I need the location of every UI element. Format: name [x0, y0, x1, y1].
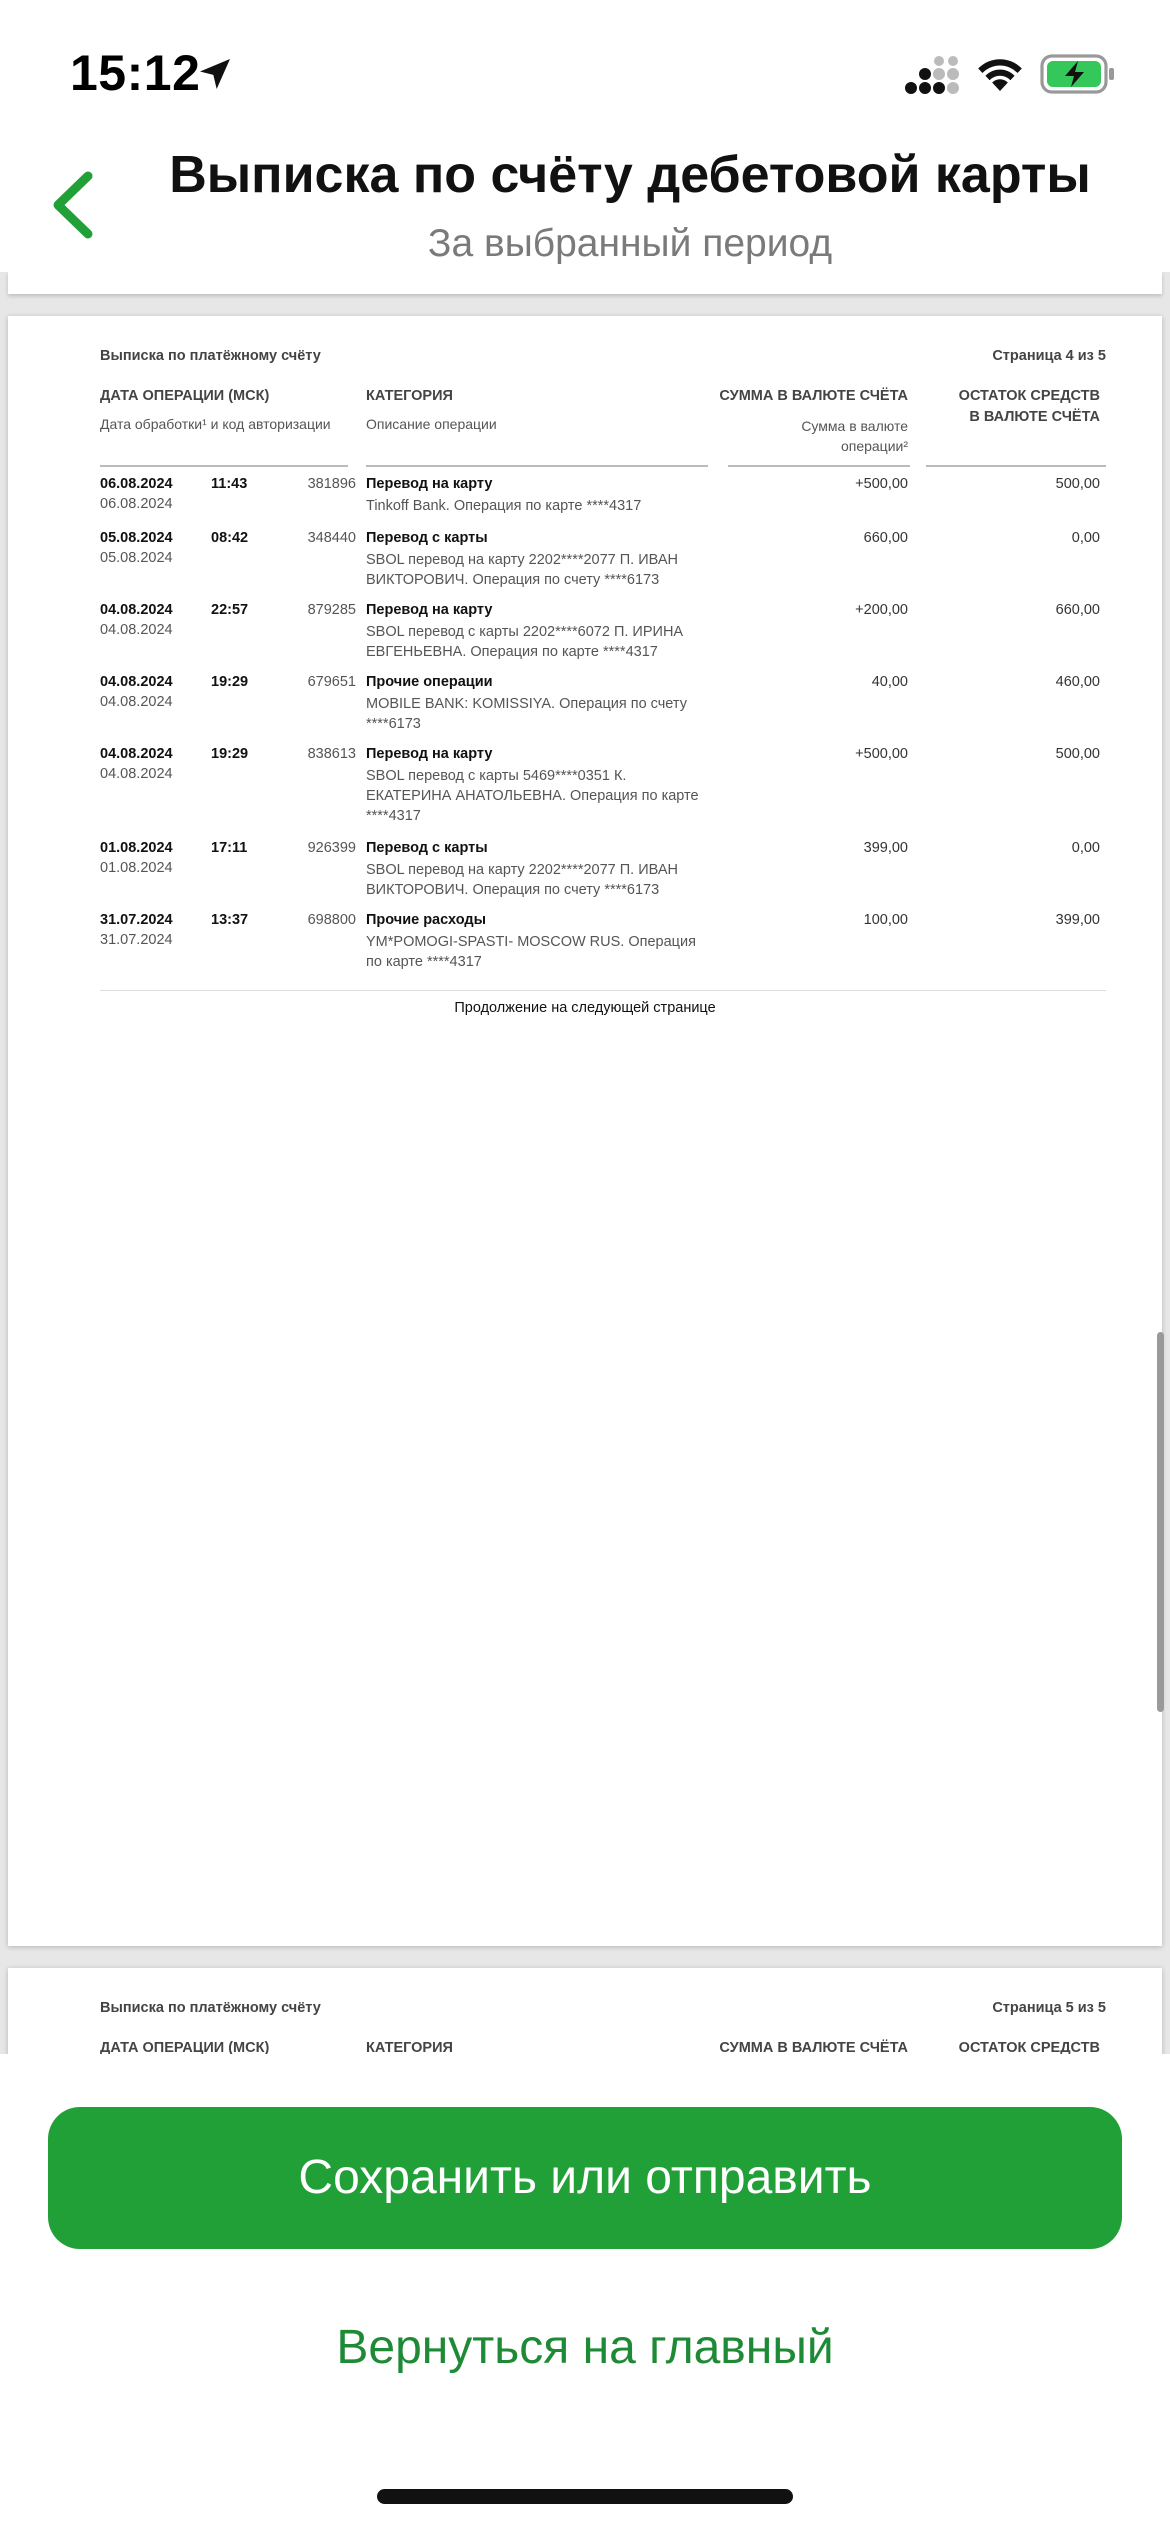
processing-date: 04.08.2024 [100, 766, 173, 782]
header-rule [366, 465, 708, 467]
transaction-date: 31.07.2024 [100, 912, 173, 928]
scrollbar[interactable] [1157, 1332, 1164, 1712]
transaction-time: 19:29 [211, 674, 249, 690]
col-subheader-date: Дата обработки¹ и код авторизации [100, 416, 331, 432]
transaction-category: Перевод на карту [366, 746, 493, 762]
transaction-description: Tinkoff Bank. Операция по карте ****4317 [366, 498, 642, 514]
col-header-amount: СУММА В ВАЛЮТЕ СЧЁТА [719, 2040, 908, 2054]
doc-title: Выписка по платёжному счёту [100, 348, 321, 364]
col-header-category: КАТЕГОРИЯ [366, 388, 453, 404]
transaction-balance: 0,00 [1071, 840, 1100, 856]
statement-page-5 [8, 1968, 1162, 2054]
auth-code: 679651 [307, 674, 356, 690]
battery-charging-icon [1040, 54, 1116, 94]
auth-code: 838613 [307, 746, 356, 762]
transaction-description: SBOL перевод на карту 2202****2077 П. ИВАН ВИКТОРОВИЧ. Операция по счету ****6173 [366, 862, 678, 898]
transaction-date: 04.08.2024 [100, 746, 173, 762]
transaction-time: 17:11 [211, 840, 248, 856]
col-header-date: ДАТА ОПЕРАЦИИ (МСК) [100, 2040, 270, 2054]
transaction-description: SBOL перевод с карты 2202****6072 П. ИРИНА ЕВГЕНЬЕВНА. Операция по карте ****4317 [366, 624, 684, 660]
page-number: Страница 5 из 5 [992, 2000, 1106, 2016]
previous-page-edge [8, 272, 1162, 294]
transaction-amount: +500,00 [855, 476, 908, 492]
col-header-amount: СУММА В ВАЛЮТЕ СЧЁТА [719, 388, 908, 404]
header-rule [100, 465, 348, 467]
page-number: Страница 4 из 5 [992, 348, 1106, 364]
transaction-time: 13:37 [211, 912, 249, 928]
header-rule [926, 465, 1106, 467]
transaction-balance: 460,00 [1055, 674, 1100, 690]
home-indicator [377, 2489, 793, 2504]
transaction-date: 04.08.2024 [100, 674, 173, 690]
table-end-rule [100, 990, 1106, 991]
transaction-balance: 500,00 [1055, 476, 1100, 492]
transaction-description: SBOL перевод с карты 5469****0351 К. ЕКАТЕРИНА АНАТОЛЬЕВНА. Операция по карте ****4317 [366, 768, 699, 824]
transaction-time: 11:43 [211, 476, 248, 492]
status-bar [0, 0, 1170, 140]
transaction-category: Прочие операции [366, 674, 493, 690]
col-header-category: КАТЕГОРИЯ [366, 2040, 453, 2054]
col-header-balance-1: ОСТАТОК СРЕДСТВ [958, 388, 1100, 404]
save-or-send-button[interactable]: Сохранить или отправить [48, 2107, 1122, 2249]
cellular-signal-icon [905, 56, 961, 96]
continuation-note: Продолжение на следующей странице [454, 1000, 716, 1016]
location-arrow-icon [195, 54, 235, 94]
transaction-date: 06.08.2024 [100, 476, 173, 492]
transaction-date: 01.08.2024 [100, 840, 173, 856]
col-subheader-amount-2: операции² [840, 438, 908, 454]
processing-date: 31.07.2024 [100, 932, 173, 948]
processing-date: 04.08.2024 [100, 694, 173, 710]
auth-code: 381896 [307, 476, 356, 492]
statement-page-4 [8, 316, 1162, 1946]
transaction-amount: 399,00 [863, 840, 908, 856]
page-subtitle: За выбранный период [427, 222, 833, 265]
col-subheader-category: Описание операции [366, 416, 497, 432]
transaction-balance: 0,00 [1071, 530, 1100, 546]
auth-code: 879285 [307, 602, 356, 618]
transaction-balance: 660,00 [1055, 602, 1100, 618]
col-subheader-amount-1: Сумма в валюте [801, 418, 908, 434]
transaction-amount: +500,00 [855, 746, 908, 762]
transaction-amount: +200,00 [855, 602, 908, 618]
document-viewer[interactable] [0, 272, 1170, 2054]
transaction-description: SBOL перевод на карту 2202****2077 П. ИВАН ВИКТОРОВИЧ. Операция по счету ****6173 [366, 552, 678, 588]
wifi-icon [973, 52, 1027, 94]
transaction-time: 08:42 [211, 530, 249, 546]
transaction-category: Прочие расходы [366, 912, 486, 928]
transaction-description: MOBILE BANK: KOMISSIYA. Операция по счету ****6173 [366, 696, 687, 732]
page-header [100, 2000, 1106, 2016]
processing-date: 01.08.2024 [100, 860, 173, 876]
col-header-date: ДАТА ОПЕРАЦИИ (МСК) [100, 388, 270, 404]
transaction-time: 19:29 [211, 746, 249, 762]
transaction-description: YM*POMOGI-SPASTI- MOSCOW RUS. Операция по карте ****4317 [366, 934, 696, 970]
page-header [100, 348, 1106, 364]
processing-date: 05.08.2024 [100, 550, 173, 566]
back-to-main-link[interactable]: Вернуться на главный [336, 2321, 834, 2374]
doc-title: Выписка по платёжному счёту [100, 2000, 321, 2016]
page-title: Выписка по счёту дебетовой карты [169, 146, 1091, 204]
auth-code: 926399 [307, 840, 356, 856]
auth-code: 348440 [307, 530, 356, 546]
col-header-balance: ОСТАТОК СРЕДСТВ [958, 2040, 1100, 2054]
processing-date: 06.08.2024 [100, 496, 173, 512]
transaction-category: Перевод с карты [366, 840, 488, 856]
header-rule [728, 465, 910, 467]
auth-code: 698800 [307, 912, 356, 928]
transaction-amount: 660,00 [863, 530, 908, 546]
col-header-balance-2: В ВАЛЮТЕ СЧЁТА [969, 409, 1100, 425]
transaction-balance: 399,00 [1055, 912, 1100, 928]
status-time: 15:12 [70, 45, 201, 101]
processing-date: 04.08.2024 [100, 622, 173, 638]
transaction-balance: 500,00 [1055, 746, 1100, 762]
transaction-category: Перевод на карту [366, 476, 493, 492]
transaction-amount: 100,00 [863, 912, 908, 928]
transaction-category: Перевод с карты [366, 530, 488, 546]
transaction-time: 22:57 [211, 602, 249, 618]
transaction-date: 04.08.2024 [100, 602, 173, 618]
transaction-category: Перевод на карту [366, 602, 493, 618]
transaction-date: 05.08.2024 [100, 530, 173, 546]
transaction-amount: 40,00 [871, 674, 908, 690]
